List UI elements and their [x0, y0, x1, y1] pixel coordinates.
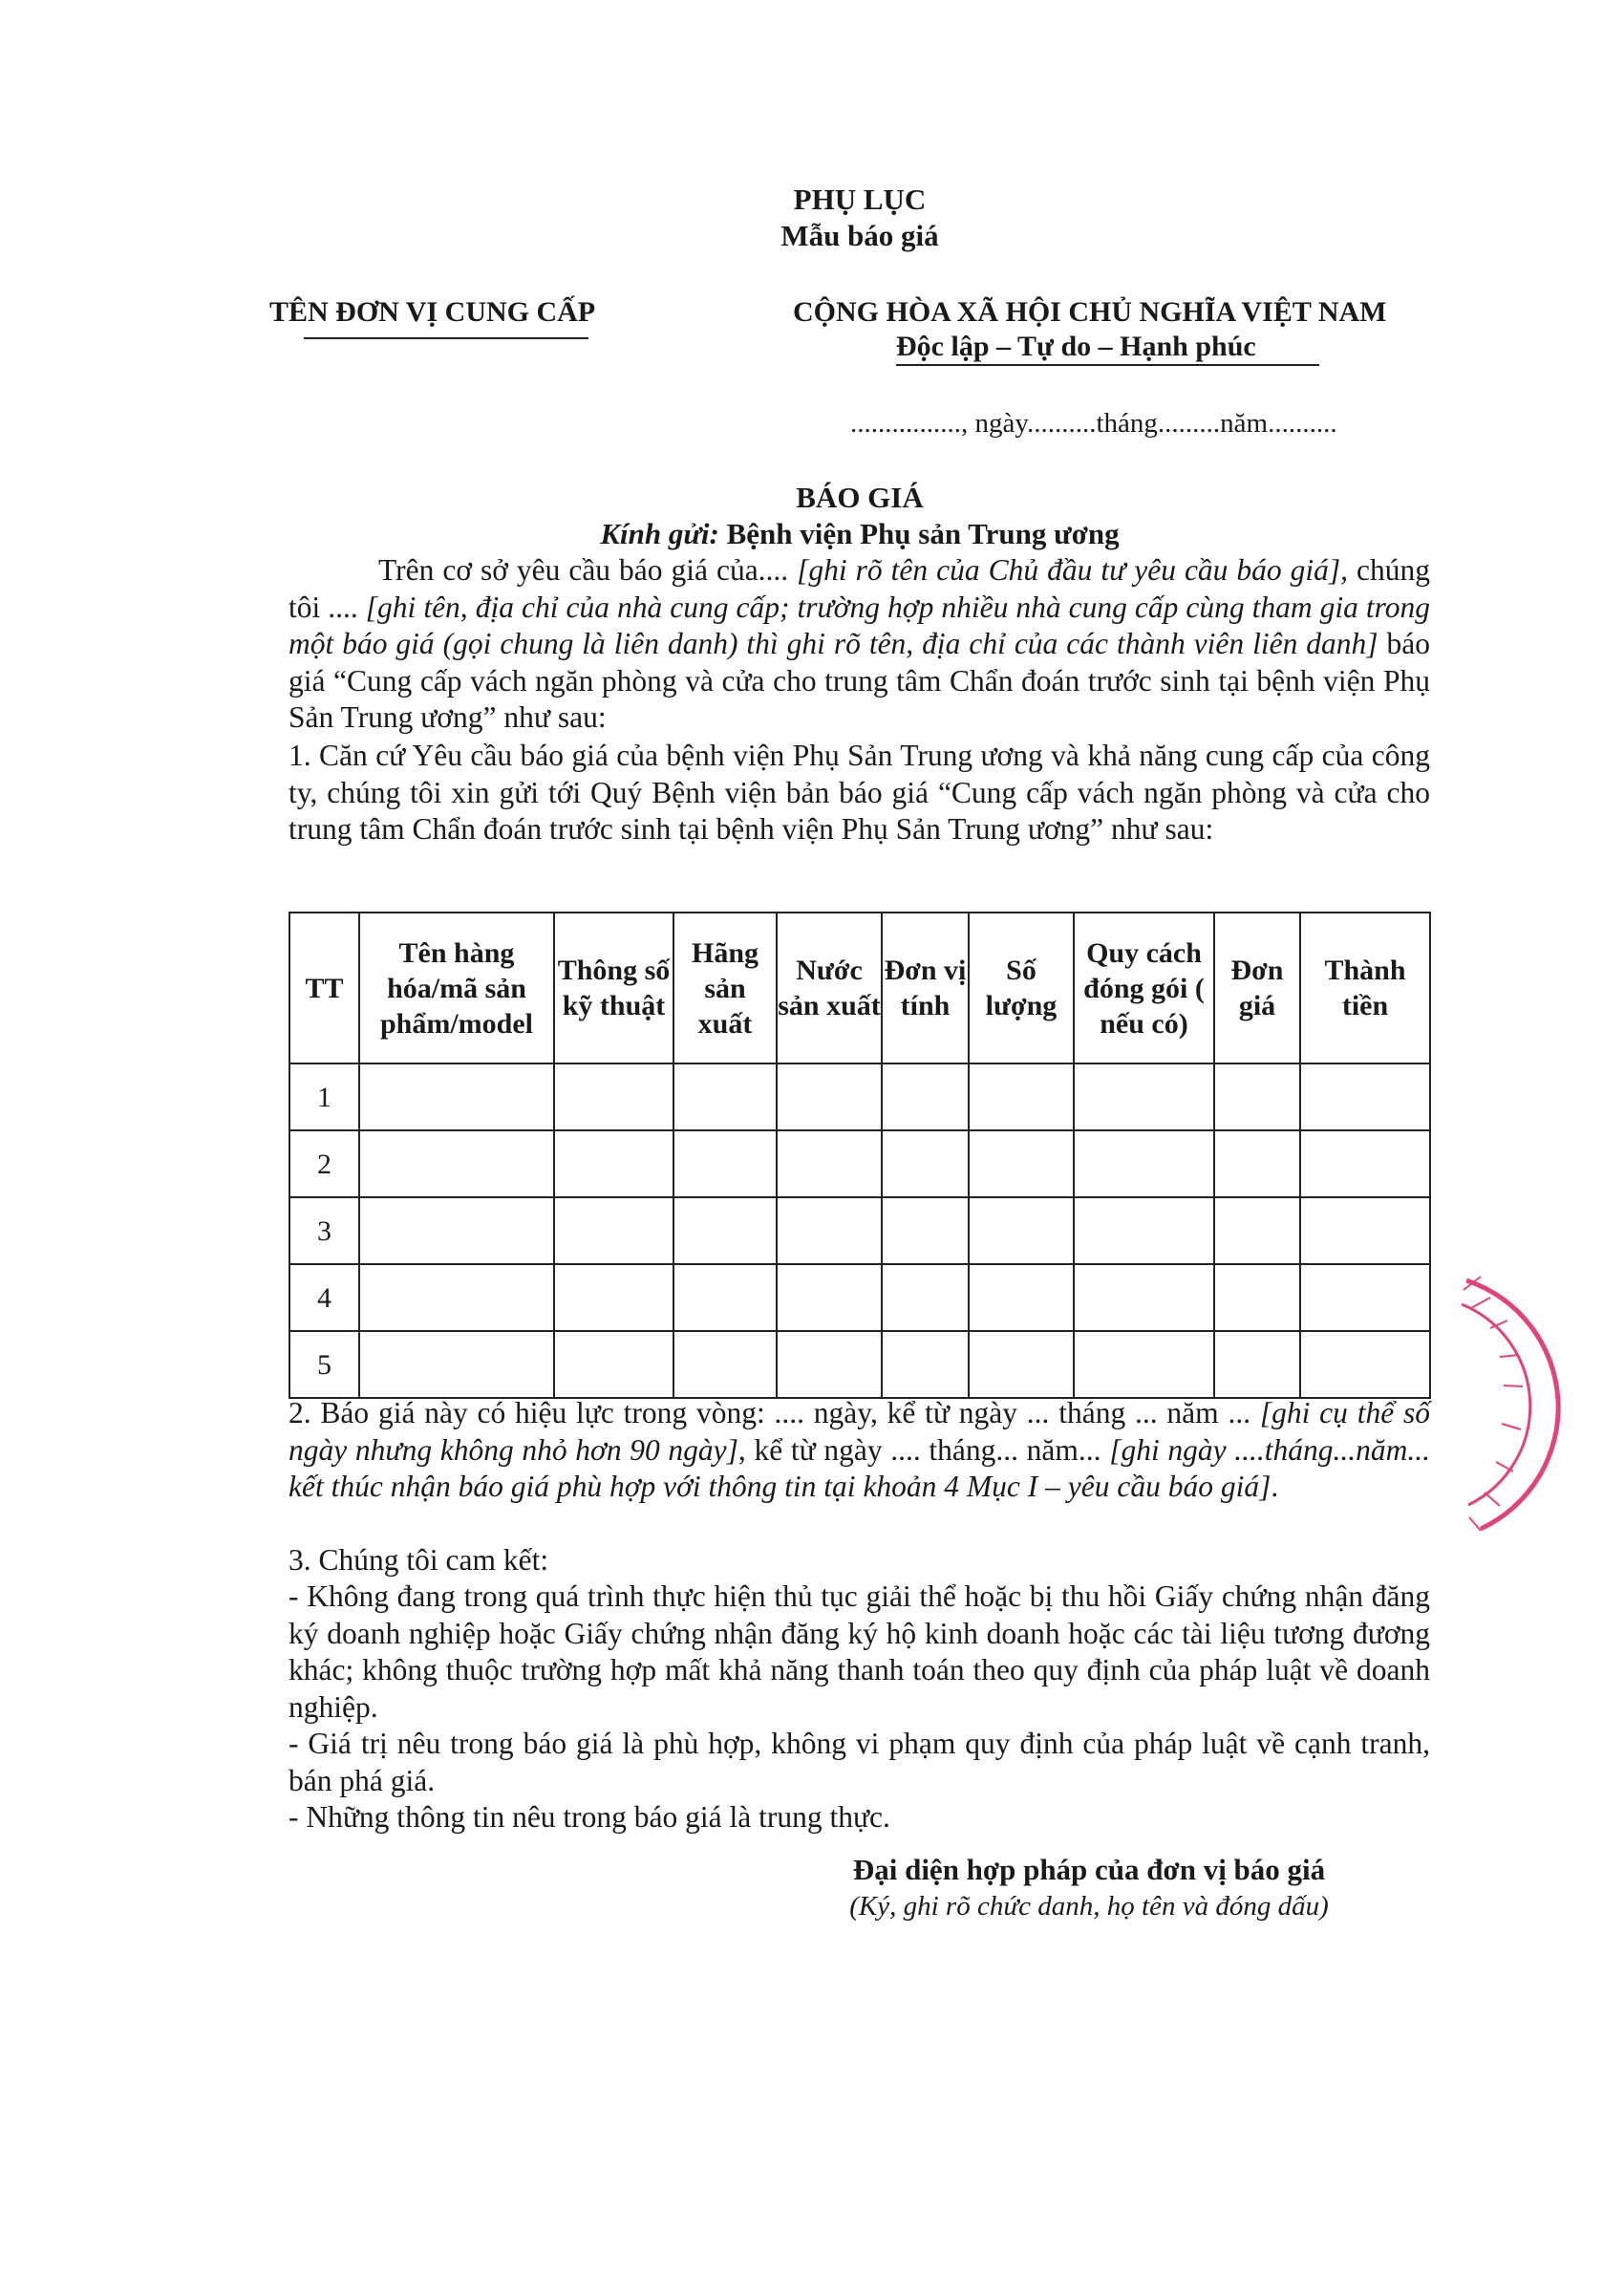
cell-specs[interactable] — [554, 1264, 673, 1331]
cell-unit[interactable] — [882, 1331, 969, 1398]
cell-unit-price[interactable] — [1214, 1130, 1300, 1197]
commitment-item-2: - Giá trị nêu trong báo giá là phù hợp, không vi phạm quy định của pháp luật về cạnh tranh, bán phá giá. — [288, 1727, 1430, 1797]
section-1-paragraph: 1. Căn cứ Yêu cầu báo giá của bệnh viện Phụ Sản Trung ương và khả năng cung cấp của công ty, chúng tôi xin gửi tới Quý Bệnh viện bản báo giá “Cung cấp vách ngăn phòng và cửa cho trung tâm Chẩn đoán trước sinh tại bệnh viện Phụ Sản Trung ương” như sau: — [288, 739, 1430, 846]
cell-total[interactable] — [1300, 1197, 1430, 1264]
header-specs: Thông số kỹ thuật — [554, 913, 673, 1063]
cell-origin[interactable] — [777, 1197, 882, 1264]
header-packaging: Quy cách đóng gói ( nếu có) — [1074, 913, 1214, 1063]
cell-quantity[interactable] — [969, 1130, 1074, 1197]
cell-specs[interactable] — [554, 1130, 673, 1197]
intro-text-1: Trên cơ sở yêu cầu báo giá của.... — [378, 553, 798, 587]
cell-unit[interactable] — [882, 1197, 969, 1264]
intro-italic-1: [ghi rõ tên của Chủ đầu tư yêu cầu báo giá], — [797, 553, 1349, 587]
header-unit: Đơn vị tính — [882, 913, 969, 1063]
cell-quantity[interactable] — [969, 1331, 1074, 1398]
intro-text-2: chúng tôi .... — [288, 553, 1430, 624]
cell-total[interactable] — [1300, 1331, 1430, 1398]
section-2-italic-1: [ghi cụ thể số ngày nhưng không nhỏ hơn 90 ngày] — [288, 1396, 1430, 1467]
header-unit-price: Đơn giá — [1214, 913, 1300, 1063]
supplier-underline — [304, 337, 588, 339]
table-row — [289, 1130, 1430, 1197]
commitment-item-3: - Những thông tin nêu trong báo giá là trung thực. — [288, 1800, 890, 1834]
recipient-line — [420, 516, 1299, 552]
section-2-paragraph — [288, 1395, 1430, 1506]
cell-quantity[interactable] — [969, 1264, 1074, 1331]
appendix-subtitle: Mẫu báo giá — [780, 219, 939, 252]
cell-origin[interactable] — [777, 1331, 882, 1398]
header-manufacturer: Hãng sản xuất — [673, 913, 777, 1063]
cell-manufacturer[interactable] — [673, 1130, 777, 1197]
intro-paragraph — [288, 552, 1430, 737]
cell-specs[interactable] — [554, 1063, 673, 1130]
motto: Độc lập – Tự do – Hạnh phúc — [896, 331, 1256, 362]
table-row — [289, 1197, 1430, 1264]
cell-unit-price[interactable] — [1214, 1197, 1300, 1264]
cell-product-name[interactable] — [359, 1130, 554, 1197]
row-number: 3 — [289, 1197, 359, 1264]
header-total: Thành tiền — [1300, 913, 1430, 1063]
cell-packaging[interactable] — [1074, 1331, 1214, 1398]
section-2-text-3: . — [1271, 1470, 1279, 1503]
cell-specs[interactable] — [554, 1331, 673, 1398]
partial-stamp-icon — [1462, 1271, 1614, 1538]
header-product-name: Tên hàng hóa/mã sản phẩm/model — [359, 913, 554, 1063]
header-tt: TT — [289, 913, 359, 1063]
table-row — [289, 1264, 1430, 1331]
cell-manufacturer[interactable] — [673, 1197, 777, 1264]
commitment-item-1: - Không đang trong quá trình thực hiện thủ tục giải thể hoặc bị thu hồi Giấy chứng nhận đăng ký doanh nghiệp hoặc Giấy chứng nhận đăng ký hộ kinh doanh hoặc các tài liệu tương đương khác; không thuộc trường hợp mất khả năng thanh toán theo quy định của pháp luật về doanh nghiệp. — [288, 1579, 1430, 1724]
row-number: 1 — [289, 1063, 359, 1130]
cell-total[interactable] — [1300, 1264, 1430, 1331]
cell-quantity[interactable] — [969, 1063, 1074, 1130]
table-row — [289, 1331, 1430, 1398]
cell-unit-price[interactable] — [1214, 1063, 1300, 1130]
cell-product-name[interactable] — [359, 1063, 554, 1130]
cell-quantity[interactable] — [969, 1197, 1074, 1264]
cell-unit-price[interactable] — [1214, 1264, 1300, 1331]
recipient-name: Bệnh viện Phụ sản Trung ương — [726, 517, 1120, 550]
section-3-heading: 3. Chúng tôi cam kết: — [288, 1543, 549, 1577]
cell-origin[interactable] — [777, 1264, 882, 1331]
section-2-italic-2: [ghi ngày ....tháng...năm... kết thúc nhận báo giá phù hợp với thông tin tại khoản 4 Mục I – yêu cầu báo giá] — [288, 1432, 1430, 1503]
intro-italic-2: [ghi tên, địa chỉ của nhà cung cấp; trường hợp nhiều nhà cung cấp cùng tham gia trong một báo giá (gọi chung là liên danh) thì ghi rõ tên, địa chỉ của các thành viên liên danh] — [288, 590, 1430, 660]
signature-note: (Ký, ghi rõ chức danh, họ tên và đóng dấu) — [849, 1891, 1329, 1922]
cell-total[interactable] — [1300, 1130, 1430, 1197]
date-line: ................, ngày..........tháng.........năm.......... — [850, 408, 1337, 439]
cell-product-name[interactable] — [359, 1331, 554, 1398]
header-quantity: Số lượng — [969, 913, 1074, 1063]
header-origin: Nước sản xuất — [777, 913, 882, 1063]
quote-table — [288, 912, 1431, 1399]
signature-title: Đại diện hợp pháp của đơn vị báo giá — [852, 1853, 1326, 1886]
cell-total[interactable] — [1300, 1063, 1430, 1130]
row-number: 2 — [289, 1130, 359, 1197]
cell-unit[interactable] — [882, 1063, 969, 1130]
cell-origin[interactable] — [777, 1130, 882, 1197]
table-row — [289, 1063, 1430, 1130]
recipient-label: Kính gửi: — [600, 517, 719, 550]
cell-unit-price[interactable] — [1214, 1331, 1300, 1398]
cell-manufacturer[interactable] — [673, 1063, 777, 1130]
cell-packaging[interactable] — [1074, 1264, 1214, 1331]
cell-packaging[interactable] — [1074, 1130, 1214, 1197]
intro-text-3: báo giá “Cung cấp vách ngăn phòng và cửa cho trung tâm Chẩn đoán trước sinh tại bệnh viện Phụ Sản Trung ương” như sau: — [288, 627, 1430, 734]
cell-product-name[interactable] — [359, 1197, 554, 1264]
row-number: 4 — [289, 1264, 359, 1331]
cell-packaging[interactable] — [1074, 1197, 1214, 1264]
cell-unit[interactable] — [882, 1264, 969, 1331]
appendix-title: PHỤ LỤC — [793, 183, 927, 216]
section-2-text-2: , kể từ ngày .... tháng... năm... — [737, 1432, 1110, 1467]
row-number: 5 — [289, 1331, 359, 1398]
table-header-row — [289, 913, 1430, 1063]
cell-origin[interactable] — [777, 1063, 882, 1130]
document-title: BÁO GIÁ — [796, 481, 924, 514]
cell-unit[interactable] — [882, 1130, 969, 1197]
section-2-text-1: 2. Báo giá này có hiệu lực trong vòng: .... ngày, kể từ ngày ... tháng ... năm ... — [288, 1396, 1260, 1429]
cell-manufacturer[interactable] — [673, 1331, 777, 1398]
cell-product-name[interactable] — [359, 1264, 554, 1331]
motto-underline — [896, 364, 1319, 366]
supplier-name-label: TÊN ĐƠN VỊ CUNG CẤP — [269, 296, 596, 328]
nation-heading: CỘNG HÒA XÃ HỘI CHỦ NGHĨA VIỆT NAM — [793, 296, 1387, 328]
cell-manufacturer[interactable] — [673, 1264, 777, 1331]
cell-packaging[interactable] — [1074, 1063, 1214, 1130]
cell-specs[interactable] — [554, 1197, 673, 1264]
